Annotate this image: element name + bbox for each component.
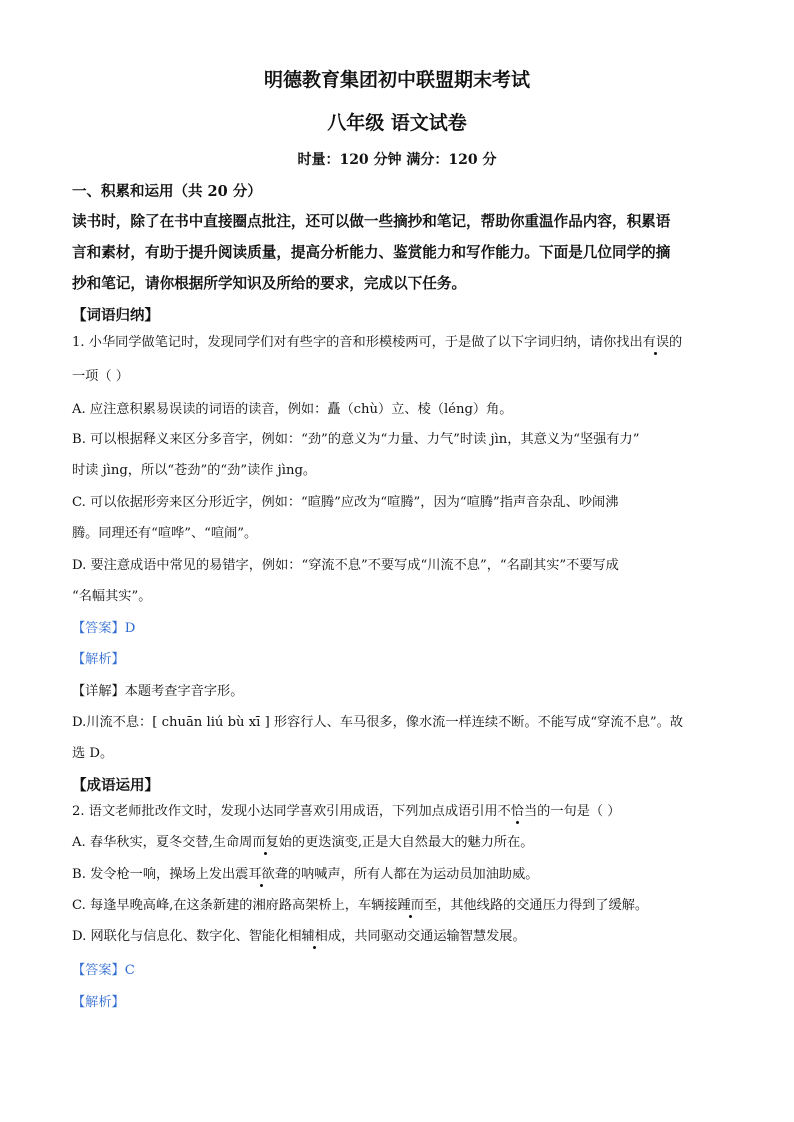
question-stem-text: 2. 语文老师批改作文时，发现小达同学喜欢引用成语，下列加点成语引用	[72, 804, 498, 819]
option-text: ，其他线路的交通压力得到了缓解。	[437, 898, 649, 913]
question-stem-text: 的一句是（ ）	[537, 804, 621, 819]
emphasis-mark: 相辅相成	[288, 929, 342, 944]
explanation-text: 选 D。	[72, 746, 114, 761]
option-a	[72, 834, 534, 852]
detail-text: 【详解】本题考查字音字形。	[72, 684, 244, 699]
option-text: A. 春华秋实，夏冬交替,生命	[72, 835, 240, 850]
question-stem-line: 一项（ ）	[72, 369, 129, 384]
option-b-continued: 时读 jìng，所以“苍劲”的“劲”读作 jìng。	[72, 463, 317, 478]
option-text: 的呐喊声，所有人都在为运动员加油助威。	[287, 867, 539, 882]
answer-label: 【答案】D	[72, 621, 136, 636]
exam-subtitle: 八年级 语文试卷	[327, 112, 467, 134]
question-stem	[72, 334, 682, 352]
emphasis-mark: 震耳欲聋	[235, 867, 288, 882]
section-heading: 一、积累和运用（共 20 分）	[72, 183, 262, 200]
emphasis-mark: 不恰当	[497, 804, 538, 819]
part-heading: 【词语归纳】	[72, 307, 159, 324]
option-c	[72, 897, 648, 915]
question-stem-text: 的	[669, 335, 683, 350]
option-text: 的更迭演变,正是大自然最大的魅力所在。	[291, 835, 534, 850]
analysis-label: 【解析】	[72, 995, 125, 1010]
emphasis-mark: 接踵而至	[384, 898, 438, 913]
section-intro-line: 读书时，除了在书中直接圈点批注，还可以做一些摘抄和笔记，帮助你重温作品内容，积累语	[72, 213, 671, 230]
part-heading: 【成语运用】	[72, 777, 159, 794]
section-intro-line: 抄和笔记，请你根据所学知识及所给的要求，完成以下任务。	[72, 275, 467, 292]
option-text: C. 每逢早晚高峰,在这条新建的湘府路高架桥上，车辆	[72, 898, 385, 913]
exam-title: 明德教育集团初中联盟期末考试	[263, 69, 530, 91]
analysis-label: 【解析】	[72, 652, 125, 667]
explanation-text: D.川流不息：[ chuān liú bù xī ] 形容行人、车马很多，像水流一样连续不断。不能写成“穿流不息”。故	[72, 715, 684, 730]
option-c-continued: 腾。同理还有“喧哗”、“喧闹”。	[72, 526, 258, 541]
question-stem-text: 1. 小华同学做笔记时，发现同学们对有些字的音和形模棱两可，于是做了以下字词归纳，请你找出	[72, 335, 643, 350]
option-d	[72, 928, 526, 946]
option-d-continued: “名幅其实”。	[72, 589, 152, 604]
answer-label: 【答案】C	[72, 963, 135, 978]
option-a: A. 应注意积累易误读的词语的读音，例如：矗（chù）立、棱（léng）角。	[72, 402, 513, 417]
option-b: B. 可以根据释义来区分多音字，例如：“劲”的意义为“力量、力气”时读 jìn，其意义为“坚强有力”	[72, 432, 640, 447]
section-intro-line: 言和素材，有助于提升阅读质量，提高分析能力、鉴赏能力和写作能力。下面是几位同学的摘	[72, 244, 671, 261]
option-text: B. 发令枪一响，操场上发出	[72, 867, 236, 882]
emphasis-mark: 周而复始	[239, 835, 292, 850]
question-stem	[72, 803, 620, 821]
option-b	[72, 866, 538, 884]
option-text: D. 网联化与信息化、数字化、智能化	[72, 929, 289, 944]
option-text: ，共同驱动交通运输智慧发展。	[341, 929, 526, 944]
exam-meta: 时量：120 分钟 满分：120 分	[297, 152, 497, 168]
option-c: C. 可以依据形旁来区分形近字，例如：“暄腾”应改为“喧腾”，因为“喧腾”指声音杂乱、吵闹沸	[72, 495, 619, 510]
option-d: D. 要注意成语中常见的易错字，例如：“穿流不息”不要写成“川流不息”，“名副其实”不要写成	[72, 558, 619, 573]
emphasis-mark: 有误	[642, 335, 670, 350]
